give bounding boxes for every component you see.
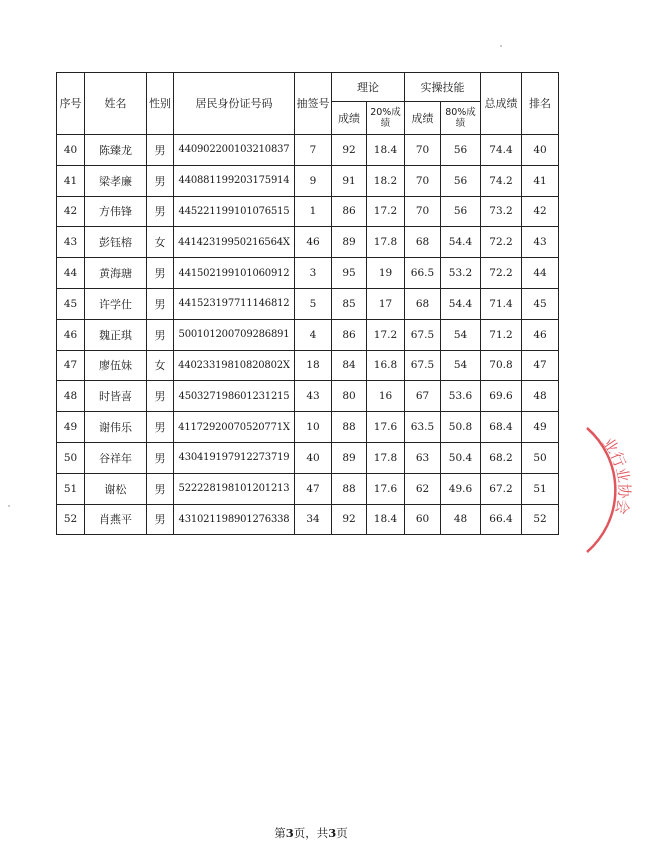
- row-seq: 47: [57, 350, 85, 381]
- row-gender: 男: [147, 258, 174, 289]
- row-practice-score: 67.5: [405, 350, 441, 381]
- table-row: [57, 258, 559, 289]
- official-seal: [565, 420, 655, 560]
- row-practice-score: 70: [405, 196, 441, 227]
- row-theory-weighted: 17.2: [367, 319, 405, 350]
- row-theory-score: 86: [332, 196, 367, 227]
- row-seq: 50: [57, 442, 85, 473]
- row-practice-weighted: 49.6: [441, 473, 481, 504]
- scan-speck: [8, 505, 10, 507]
- row-theory-weighted: 18.4: [367, 135, 405, 166]
- row-gender: 女: [147, 350, 174, 381]
- row-id-number: 44023319810820802X: [174, 350, 295, 381]
- row-practice-weighted: 54: [441, 350, 481, 381]
- row-seq: 43: [57, 227, 85, 258]
- row-id-number: 44142319950216564X: [174, 227, 295, 258]
- row-theory-weighted: 16: [367, 381, 405, 412]
- table-row: [57, 442, 559, 473]
- row-practice-weighted: 54: [441, 319, 481, 350]
- row-lot-number: 18: [295, 350, 332, 381]
- row-total: 71.2: [481, 319, 522, 350]
- row-total: 68.4: [481, 412, 522, 443]
- seal-text: 业行业协会: [598, 434, 634, 516]
- row-practice-score: 68: [405, 288, 441, 319]
- row-practice-score: 67: [405, 381, 441, 412]
- row-name: 谢伟乐: [85, 412, 147, 443]
- row-lot-number: 10: [295, 412, 332, 443]
- row-total: 73.2: [481, 196, 522, 227]
- row-name: 彭钰榕: [85, 227, 147, 258]
- row-theory-score: 86: [332, 319, 367, 350]
- row-total: 72.2: [481, 227, 522, 258]
- row-lot-number: 47: [295, 473, 332, 504]
- row-name: 黄海瑭: [85, 258, 147, 289]
- row-practice-weighted: 56: [441, 165, 481, 196]
- row-practice-score: 70: [405, 135, 441, 166]
- header-lot-number: 抽签号: [295, 73, 332, 135]
- row-seq: 41: [57, 165, 85, 196]
- table-row: [57, 473, 559, 504]
- row-rank: 49: [522, 412, 559, 443]
- row-practice-weighted: 50.8: [441, 412, 481, 443]
- row-gender: 女: [147, 227, 174, 258]
- row-practice-weighted: 56: [441, 196, 481, 227]
- row-name: 陈臻龙: [85, 135, 147, 166]
- table-row: [57, 135, 559, 166]
- header-id-number: 居民身份证号码: [174, 73, 295, 135]
- header-practice-score: 成绩: [405, 102, 441, 135]
- row-id-number: 441523197711146812: [174, 288, 295, 319]
- row-practice-score: 63: [405, 442, 441, 473]
- row-theory-score: 91: [332, 165, 367, 196]
- row-id-number: 522228198101201213: [174, 473, 295, 504]
- table-header-row: [57, 73, 559, 102]
- row-practice-score: 70: [405, 165, 441, 196]
- table-row: [57, 381, 559, 412]
- row-gender: 男: [147, 381, 174, 412]
- row-rank: 50: [522, 442, 559, 473]
- row-lot-number: 4: [295, 319, 332, 350]
- row-total: 74.2: [481, 165, 522, 196]
- header-total: 总成绩: [481, 73, 522, 135]
- row-total: 67.2: [481, 473, 522, 504]
- scan-speck: [500, 45, 502, 47]
- row-rank: 45: [522, 288, 559, 319]
- row-theory-weighted: 17.8: [367, 227, 405, 258]
- row-gender: 男: [147, 504, 174, 535]
- row-lot-number: 3: [295, 258, 332, 289]
- row-rank: 51: [522, 473, 559, 504]
- footer-page-number: 3: [285, 826, 294, 840]
- row-theory-score: 92: [332, 135, 367, 166]
- row-name: 谢松: [85, 473, 147, 504]
- row-practice-score: 60: [405, 504, 441, 535]
- row-seq: 52: [57, 504, 85, 535]
- row-theory-weighted: 18.4: [367, 504, 405, 535]
- row-lot-number: 43: [295, 381, 332, 412]
- row-id-number: 445221199101076515: [174, 196, 295, 227]
- footer-suffix: 页: [336, 826, 348, 840]
- row-seq: 48: [57, 381, 85, 412]
- table-row: [57, 350, 559, 381]
- header-rank: 排名: [522, 73, 559, 135]
- row-practice-weighted: 53.2: [441, 258, 481, 289]
- row-gender: 男: [147, 165, 174, 196]
- row-id-number: 441502199101060912: [174, 258, 295, 289]
- header-theory: 理论: [332, 73, 405, 102]
- row-practice-weighted: 50.4: [441, 442, 481, 473]
- row-total: 66.4: [481, 504, 522, 535]
- row-theory-weighted: 17.8: [367, 442, 405, 473]
- row-lot-number: 1: [295, 196, 332, 227]
- row-id-number: 430419197912273719: [174, 442, 295, 473]
- page-footer: [0, 825, 622, 841]
- table-row: [57, 412, 559, 443]
- row-practice-score: 62: [405, 473, 441, 504]
- row-rank: 42: [522, 196, 559, 227]
- table-body: [57, 135, 559, 535]
- row-name: 廖伍妹: [85, 350, 147, 381]
- row-id-number: 440902200103210837: [174, 135, 295, 166]
- header-practice-weighted: 80%成绩: [441, 102, 481, 135]
- header-practice: 实操技能: [405, 73, 481, 102]
- row-name: 梁孝廉: [85, 165, 147, 196]
- row-practice-score: 68: [405, 227, 441, 258]
- row-practice-weighted: 56: [441, 135, 481, 166]
- row-theory-score: 89: [332, 442, 367, 473]
- row-rank: 47: [522, 350, 559, 381]
- row-theory-score: 84: [332, 350, 367, 381]
- row-name: 肖燕平: [85, 504, 147, 535]
- row-rank: 48: [522, 381, 559, 412]
- header-theory-score: 成绩: [332, 102, 367, 135]
- row-practice-score: 66.5: [405, 258, 441, 289]
- row-practice-score: 63.5: [405, 412, 441, 443]
- row-total: 71.4: [481, 288, 522, 319]
- row-seq: 49: [57, 412, 85, 443]
- row-rank: 41: [522, 165, 559, 196]
- row-total: 72.2: [481, 258, 522, 289]
- row-id-number: 440881199203175914: [174, 165, 295, 196]
- row-theory-weighted: 17: [367, 288, 405, 319]
- row-seq: 45: [57, 288, 85, 319]
- row-name: 方伟锋: [85, 196, 147, 227]
- row-total: 68.2: [481, 442, 522, 473]
- row-lot-number: 9: [295, 165, 332, 196]
- row-seq: 42: [57, 196, 85, 227]
- row-total: 74.4: [481, 135, 522, 166]
- row-theory-score: 88: [332, 473, 367, 504]
- row-practice-weighted: 54.4: [441, 288, 481, 319]
- row-rank: 46: [522, 319, 559, 350]
- table-row: [57, 196, 559, 227]
- row-id-number: 450327198601231215: [174, 381, 295, 412]
- row-theory-score: 85: [332, 288, 367, 319]
- row-seq: 44: [57, 258, 85, 289]
- row-practice-score: 67.5: [405, 319, 441, 350]
- footer-mid: 页，共: [293, 826, 329, 840]
- row-theory-weighted: 17.6: [367, 473, 405, 504]
- row-lot-number: 46: [295, 227, 332, 258]
- row-theory-score: 88: [332, 412, 367, 443]
- row-gender: 男: [147, 473, 174, 504]
- row-name: 许学仕: [85, 288, 147, 319]
- row-theory-weighted: 16.8: [367, 350, 405, 381]
- score-table: [56, 72, 559, 535]
- row-gender: 男: [147, 196, 174, 227]
- table-row: [57, 227, 559, 258]
- header-theory-weighted: 20%成绩: [367, 102, 405, 135]
- footer-total-pages: 3: [328, 826, 337, 840]
- row-name: 魏正琪: [85, 319, 147, 350]
- row-rank: 43: [522, 227, 559, 258]
- row-total: 69.6: [481, 381, 522, 412]
- row-name: 谷祥年: [85, 442, 147, 473]
- header-gender: 性别: [147, 73, 174, 135]
- row-total: 70.8: [481, 350, 522, 381]
- row-theory-weighted: 19: [367, 258, 405, 289]
- table-row: [57, 504, 559, 535]
- row-theory-weighted: 18.2: [367, 165, 405, 196]
- row-theory-score: 92: [332, 504, 367, 535]
- row-theory-score: 89: [332, 227, 367, 258]
- row-lot-number: 5: [295, 288, 332, 319]
- row-gender: 男: [147, 288, 174, 319]
- row-gender: 男: [147, 412, 174, 443]
- row-name: 时皆喜: [85, 381, 147, 412]
- table-row: [57, 165, 559, 196]
- row-lot-number: 40: [295, 442, 332, 473]
- row-theory-score: 80: [332, 381, 367, 412]
- row-gender: 男: [147, 442, 174, 473]
- row-rank: 52: [522, 504, 559, 535]
- row-gender: 男: [147, 319, 174, 350]
- header-seq: 序号: [57, 73, 85, 135]
- row-practice-weighted: 54.4: [441, 227, 481, 258]
- row-id-number: 500101200709286891: [174, 319, 295, 350]
- row-lot-number: 7: [295, 135, 332, 166]
- row-id-number: 431021198901276338: [174, 504, 295, 535]
- header-name: 姓名: [85, 73, 147, 135]
- table-row: [57, 319, 559, 350]
- row-theory-score: 95: [332, 258, 367, 289]
- footer-prefix: 第: [274, 826, 286, 840]
- row-lot-number: 34: [295, 504, 332, 535]
- row-seq: 51: [57, 473, 85, 504]
- row-theory-weighted: 17.6: [367, 412, 405, 443]
- row-theory-weighted: 17.2: [367, 196, 405, 227]
- row-seq: 40: [57, 135, 85, 166]
- row-rank: 44: [522, 258, 559, 289]
- row-seq: 46: [57, 319, 85, 350]
- row-practice-weighted: 48: [441, 504, 481, 535]
- row-rank: 40: [522, 135, 559, 166]
- row-id-number: 41172920070520771X: [174, 412, 295, 443]
- row-practice-weighted: 53.6: [441, 381, 481, 412]
- row-gender: 男: [147, 135, 174, 166]
- table-row: [57, 288, 559, 319]
